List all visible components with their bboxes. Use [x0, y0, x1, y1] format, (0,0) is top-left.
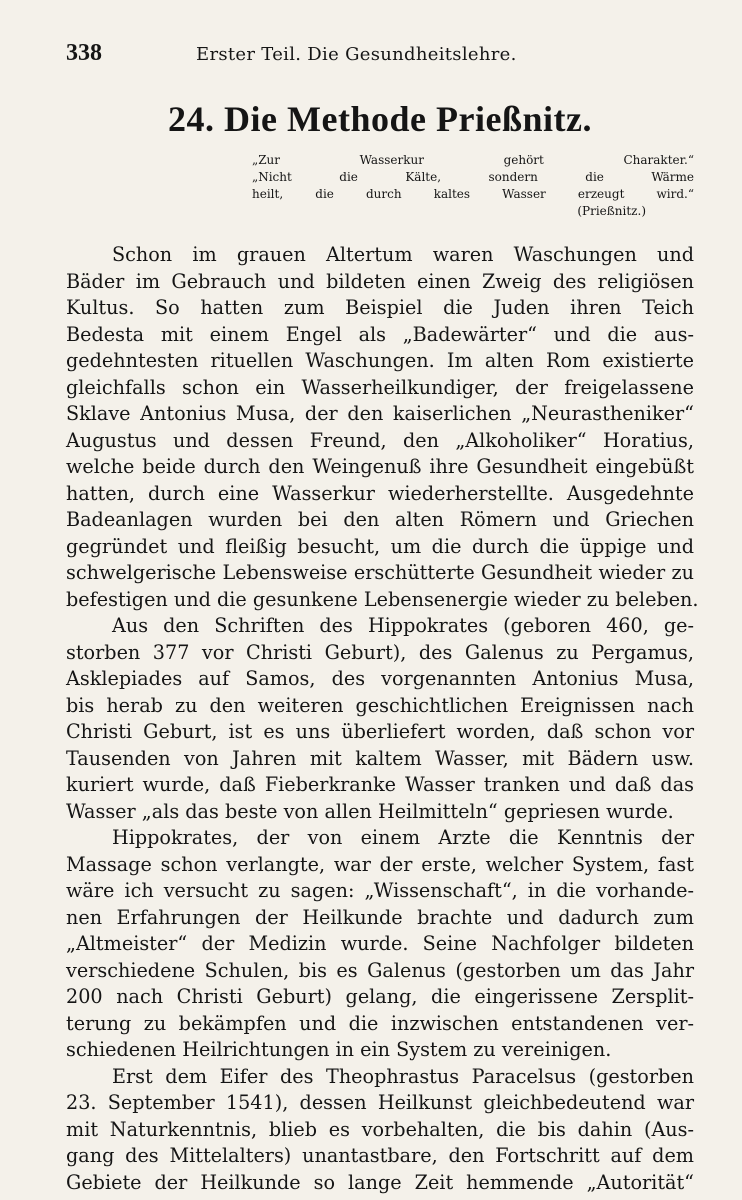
paragraph-line: Schon im grauen Altertum waren Waschungen und [112, 243, 694, 266]
epigraph-line: „Zur Wasserkur gehört Charakter.“ [252, 153, 694, 167]
epigraph [252, 152, 694, 220]
paragraph-line: gegründet und fleißig besucht, um die durch die üppige und [66, 534, 694, 558]
paragraph-line: Massage schon verlangte, war der erste, welcher System, fast [66, 852, 694, 876]
paragraph-line: Wasser „als das beste von allen Heilmitteln“ gepriesen wurde. [66, 799, 674, 823]
paragraph-line: Asklepiades auf Samos, des vorgenannten Antonius Musa, [66, 667, 694, 690]
paragraph-line: Kultus. So hatten zum Beispiel die Juden ihren Teich [66, 296, 694, 319]
paragraph-line: verschiedene Schulen, bis es Galenus (gestorben um das Jahr [66, 958, 694, 982]
paragraph-line: Tausenden von Jahren mit kaltem Wasser, mit Bädern usw. [66, 746, 694, 770]
running-head [66, 40, 694, 80]
paragraph-line: terung zu bekämpfen und die inzwischen entstandenen ver- [66, 1011, 694, 1035]
paragraph-line: gedehntesten rituellen Waschungen. Im alten Rom existierte [66, 349, 694, 372]
paragraph-line: 23. September 1541), dessen Heilkunst gleichbedeutend war [66, 1091, 694, 1114]
body-text [66, 242, 699, 1196]
running-head-title: Erster Teil. Die Gesundheitslehre. [196, 44, 517, 65]
paragraph-line: wäre ich versucht zu sagen: „Wissenschaft“, in die vorhande- [66, 879, 694, 902]
paragraph-line: Bäder im Gebrauch und bildeten einen Zweig des religiösen [66, 269, 694, 293]
paragraph-line: Bedesta mit einem Engel als „Badewärter“ und die aus- [66, 322, 694, 346]
paragraph-line: hatten, durch eine Wasserkur wiederherstellte. Ausgedehnte [66, 481, 694, 505]
page-number: 338 [66, 40, 102, 66]
paragraph-line: storben 377 vor Christi Geburt), des Galenus zu Pergamus, [66, 640, 694, 664]
epigraph-line: heilt, die durch kaltes Wasser erzeugt wird.“ [252, 187, 694, 201]
paragraph-line: Aus den Schriften des Hippokrates (geboren 460, ge- [112, 614, 694, 637]
paragraph-line: schwelgerische Lebensweise erschütterte Gesundheit wieder zu [66, 561, 694, 584]
epigraph-attribution: (Prießnitz.) [577, 204, 646, 218]
paragraph-line: kuriert wurde, daß Fieberkranke Wasser tranken und daß das [66, 773, 694, 796]
paragraph-line: Badeanlagen wurden bei den alten Römern und Griechen [66, 508, 694, 531]
paragraph-line: Christi Geburt, ist es uns überliefert worden, daß schon vor [66, 720, 694, 743]
epigraph-line: „Nicht die Kälte, sondern die Wärme [252, 170, 694, 184]
paragraph-line: Augustus und dessen Freund, den „Alkoholiker“ Horatius, [66, 428, 694, 452]
paragraph-line: befestigen und die gesunkene Lebensenergie wieder zu beleben. [66, 587, 699, 611]
paragraph-line: Sklave Antonius Musa, der den kaiserlichen „Neurastheniker“ [66, 402, 694, 425]
paragraph-line: bis herab zu den weiteren geschichtlichen Ereignissen nach [66, 693, 694, 717]
paragraph-line: nen Erfahrungen der Heilkunde brachte und dadurch zum [66, 905, 694, 929]
chapter-title: 24. Die Methode Prießnitz. [168, 99, 592, 139]
paragraph-line: Erst dem Eifer des Theophrastus Paracelsus (gestorben [112, 1064, 694, 1088]
paragraph-line: 200 nach Christi Geburt) gelang, die eingerissene Zersplit- [66, 985, 694, 1008]
paragraph-line: welche beide durch den Weingenuß ihre Gesundheit eingebüßt [66, 455, 694, 478]
paragraph-line: „Altmeister“ der Medizin wurde. Seine Nachfolger bildeten [66, 932, 694, 955]
paragraph-line: schiedenen Heilrichtungen in ein System zu vereinigen. [66, 1038, 612, 1061]
paragraph-line: gleichfalls schon ein Wasserheilkundiger, der freigelassene [66, 375, 694, 399]
paragraph-line: Gebiete der Heilkunde so lange Zeit hemmende „Autorität“ [66, 1170, 694, 1194]
paragraph-line: Hippokrates, der von einem Arzte die Kenntnis der [112, 826, 694, 849]
paragraph-line: gang des Mittelalters) unantastbare, den Fortschritt auf dem [66, 1144, 694, 1167]
paragraph-line: mit Naturkenntnis, blieb es vorbehalten, die bis dahin (Aus- [66, 1117, 694, 1141]
